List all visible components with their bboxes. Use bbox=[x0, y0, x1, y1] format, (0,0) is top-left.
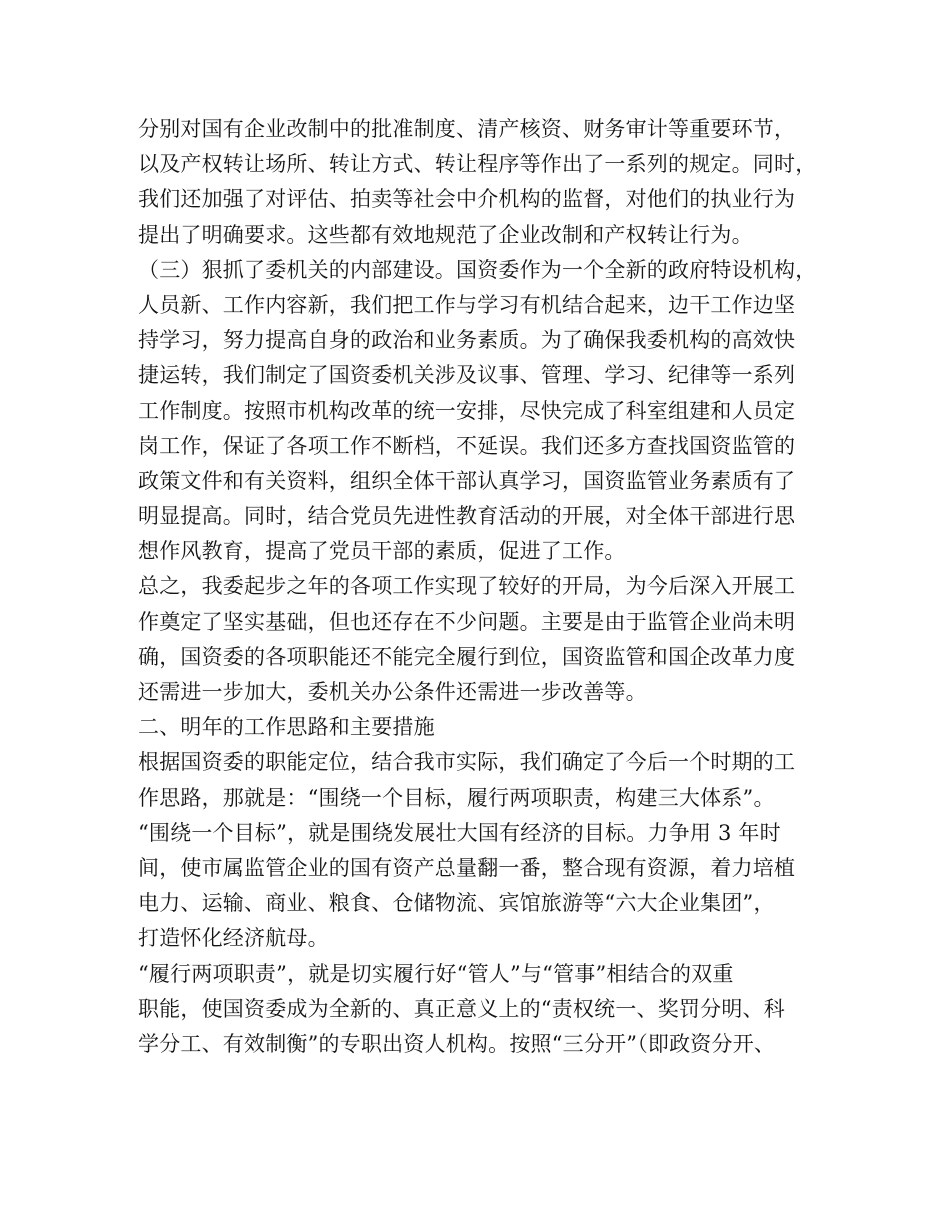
text-line: 电力、运输、商业、粮食、仓储物流、宾馆旅游等“六大企业集团”， bbox=[138, 891, 775, 916]
text-line: 确，国资委的各项职能还不能完全履行到位，国资监管和国企改革力度 bbox=[138, 644, 796, 669]
text-line: 分别对国有企业改制中的批准制度、清产核资、财务审计等重要环节， bbox=[138, 117, 796, 141]
text-line: 以及产权转让场所、转让方式、转让程序等作出了一系列的规定。同时， bbox=[138, 152, 817, 177]
text-line: 作思路，那就是：“围绕一个目标，履行两项职责，构建三大体系”。 bbox=[138, 785, 775, 810]
text-line: 作奠定了坚实基础，但也还存在不少问题。主要是由于监管企业尚未明 bbox=[138, 609, 796, 634]
text-line: 人员新、工作内容新，我们把工作与学习有机结合起来，边干工作边坚 bbox=[138, 292, 796, 317]
text-line: 间，使市属监管企业的国有资产总量翻一番，整合现有资源，着力培植 bbox=[138, 855, 796, 880]
text-line: 学分工、有效制衡”的专职出资人机构。按照“三分开”（即政资分开、 bbox=[138, 1031, 776, 1056]
text-line: 捷运转，我们制定了国资委机关涉及议事、管理、学习、纪律等一系列 bbox=[138, 363, 796, 388]
section-heading: 二、明年的工作思路和主要措施 bbox=[138, 715, 435, 740]
section-heading-line: （三）狠抓了委机关的内部建设。国资委作为一个全新的政府特设机构， bbox=[138, 257, 817, 282]
text-line: 总之，我委起步之年的各项工作实现了较好的开局，为今后深入开展工 bbox=[138, 574, 796, 599]
text-line: 我们还加强了对评估、拍卖等社会中介机构的监督，对他们的执业行为 bbox=[138, 187, 796, 212]
text-line: 明显提高。同时，结合党员先进性教育活动的开展，对全体干部进行思 bbox=[138, 504, 796, 529]
text-line: 职能，使国资委成为全新的、真正意义上的“责权统一、奖罚分明、科 bbox=[138, 996, 785, 1021]
text-line: 持学习，努力提高自身的政治和业务素质。为了确保我委机构的高效快 bbox=[138, 328, 796, 353]
document-body bbox=[138, 112, 828, 1062]
text-line: 提出了明确要求。这些都有效地规范了企业改制和产权转让行为。 bbox=[138, 222, 753, 247]
text-line: 政策文件和有关资料，组织全体干部认真学习，国资监管业务素质有了 bbox=[138, 468, 796, 493]
text-line: 还需进一步加大，委机关办公条件还需进一步改善等。 bbox=[138, 680, 647, 704]
text-line: 打造怀化经济航母。 bbox=[138, 926, 329, 951]
text-line: 工作制度。按照市机构改革的统一安排，尽快完成了科室组建和人员定 bbox=[138, 398, 796, 423]
text-line: “围绕一个目标”，就是围绕发展壮大国有经济的目标。力争用 3 年时 bbox=[138, 820, 781, 845]
text-line: 想作风教育，提高了党员干部的素质，促进了工作。 bbox=[138, 539, 626, 564]
text-line: 根据国资委的职能定位，结合我市实际，我们确定了今后一个时期的工 bbox=[138, 750, 796, 775]
text-line: 岗工作，保证了各项工作不断档，不延误。我们还多方查找国资监管的 bbox=[138, 433, 796, 458]
text-line: “履行两项职责”，就是切实履行好“管人”与“管事”相结合的双重 bbox=[138, 961, 734, 986]
